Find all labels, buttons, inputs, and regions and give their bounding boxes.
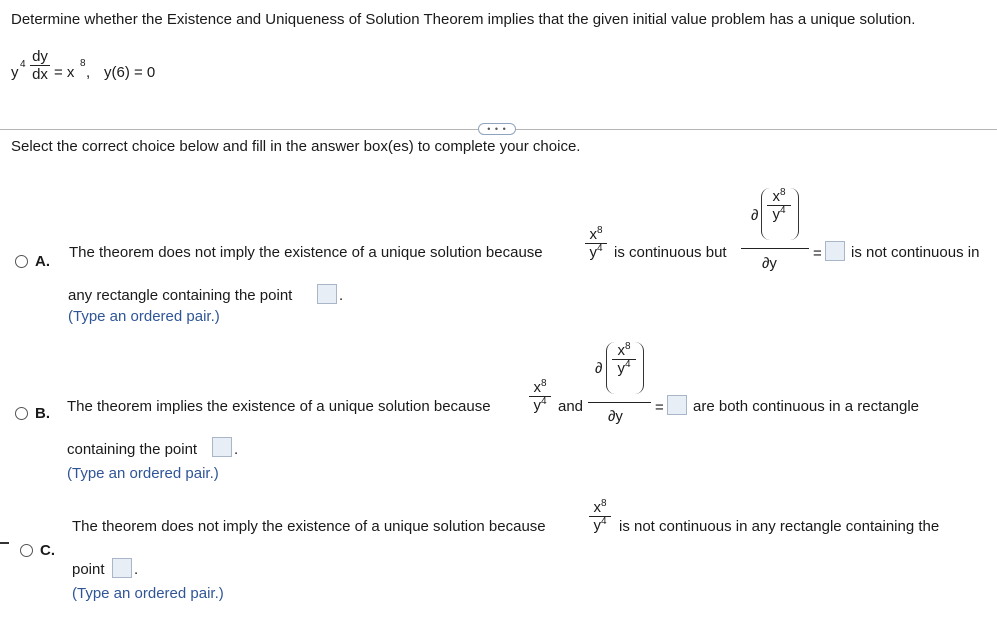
choice-c-text-1: The theorem does not imply the existence of a unique solution because bbox=[72, 518, 546, 535]
choice-c-answer-box[interactable] bbox=[112, 558, 132, 578]
choice-b-hint: (Type an ordered pair.) bbox=[67, 465, 219, 482]
eq-deriv-den: dx bbox=[32, 66, 48, 83]
choice-a-hint: (Type an ordered pair.) bbox=[68, 308, 220, 325]
eq-comma: , bbox=[86, 64, 91, 81]
eq-lhs-exp: 4 bbox=[20, 59, 26, 70]
choice-b-answer-box-1[interactable] bbox=[667, 395, 687, 415]
choice-c-radio[interactable] bbox=[20, 544, 33, 557]
eq-rhs-exp: 8 bbox=[80, 58, 86, 69]
choice-b-answer-box-2[interactable] bbox=[212, 437, 232, 457]
choice-a-text-3: is not continuous in bbox=[851, 244, 980, 261]
choice-c-letter: C. bbox=[40, 542, 55, 559]
choice-c-text-3: point bbox=[72, 561, 105, 578]
choice-b-text-3: are both continuous in a rectangle bbox=[693, 398, 919, 415]
choice-c-fraction-f: $x^8$ $y^4$ bbox=[589, 499, 611, 534]
eq-deriv-num: dy bbox=[32, 48, 48, 65]
eq-derivative bbox=[30, 48, 50, 83]
left-margin-mark bbox=[0, 542, 9, 544]
more-options-button[interactable]: • • • bbox=[478, 123, 516, 135]
choice-b-text-4: containing the point bbox=[67, 441, 198, 458]
prompt-text: Select the correct choice below and fill in the answer box(es) to complete your choice. bbox=[11, 138, 581, 155]
choice-b-radio[interactable] bbox=[15, 407, 28, 420]
initial-condition: y(6) = 0 bbox=[104, 64, 156, 81]
choice-b-fraction-f: $x^8$ $y^4$ bbox=[529, 379, 551, 414]
choice-a-text-4: any rectangle containing the point bbox=[68, 287, 293, 304]
choice-a-answer-box-2[interactable] bbox=[317, 284, 337, 304]
choice-b-equals: = bbox=[655, 399, 664, 416]
choice-a-radio[interactable] bbox=[15, 255, 28, 268]
choice-b-letter: B. bbox=[35, 405, 50, 422]
instruction-text: Determine whether the Existence and Uniqueness of Solution Theorem implies that the given initial value problem has a unique solution. bbox=[11, 11, 916, 28]
choice-a-letter: A. bbox=[35, 253, 50, 270]
choice-a-text-1: The theorem does not imply the existence of a unique solution because bbox=[69, 244, 543, 261]
choice-a-fraction-f: $x^8$ $y^4$ bbox=[585, 226, 607, 261]
choice-a-equals: = bbox=[813, 245, 822, 262]
choice-a-answer-box-1[interactable] bbox=[825, 241, 845, 261]
choice-c-hint: (Type an ordered pair.) bbox=[72, 585, 224, 602]
choice-b-text-1: The theorem implies the existence of a unique solution because bbox=[67, 398, 491, 415]
choice-a-text-2: is continuous but bbox=[614, 244, 727, 261]
choice-c-text-2: is not continuous in any rectangle containing the bbox=[619, 518, 940, 535]
choice-b-text-2: and bbox=[558, 398, 584, 415]
eq-lhs-base: y bbox=[11, 64, 19, 81]
eq-rhs: = x bbox=[54, 64, 75, 81]
